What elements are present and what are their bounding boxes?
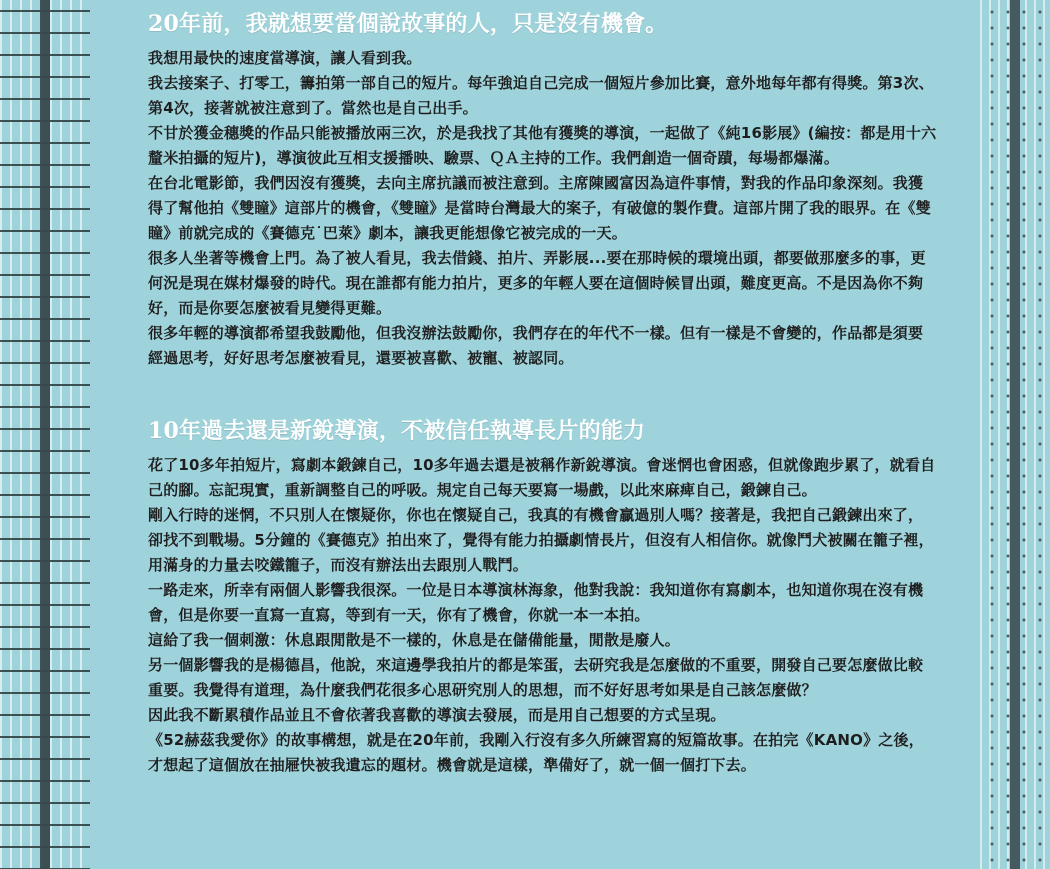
section-1-paragraph-1: 我想用最快的速度當導演，讓人看到我。: [148, 49, 422, 67]
section-2-paragraph-7: 《52赫茲我愛你》的故事構想，就是在20年前，我剛入行沒有多久所練習寫的短篇故事。在拍完《KANO》之後，才想起了這個放在抽屜快被我遺忘的題材。機會就是這樣，準備好了，就一個一個打下去。: [148, 731, 924, 774]
section-2-paragraph-1: 花了10多年拍短片，寫劇本鍛鍊自己，10多年過去還是被稱作新銳導演。會迷惘也會困惑，但就像跑步累了，就看自己的腳。忘記現實，重新調整自己的呼吸。規定自己每天要寫一場戲，以此來麻痺自己，鍛鍊自己。: [148, 456, 936, 499]
section-1-paragraph-2: 我去接案子、打零工，籌拍第一部自己的短片。每年強迫自己完成一個短片參加比賽，意外地每年都有得獎。第3次、第4次，接著就被注意到了。當然也是自己出手。: [148, 74, 934, 117]
left-decorative-film-edge: [0, 0, 90, 869]
section-1-paragraph-4: 在台北電影節，我們因沒有獲獎，去向主席抗議而被注意到。主席陳國富因為這件事情，對我的作品印象深刻。我獲得了幫他拍《雙瞳》這部片的機會，《雙瞳》是當時台灣最大的案子，有破億的製作費。這部片開了我的眼界。在《雙瞳》前就完成的《賽德克˙巴萊》劇本，讓我更能想像它被完成的一天。: [148, 174, 931, 242]
right-decorative-film-edge: [980, 0, 1050, 869]
section-2-paragraph-6: 因此我不斷累積作品並且不會依著我喜歡的導演去發展，而是用自己想要的方式呈現。: [148, 706, 726, 724]
section-2-paragraph-5: 另一個影響我的是楊德昌，他說，來這邊學我拍片的都是笨蛋，去研究我是怎麼做的不重要，開發自己要怎麼做比較重要。我覺得有道理，為什麼我們花很多心思研究別人的思想，而不好好思考如果是自己該怎麼做？: [148, 656, 924, 699]
section-1: [148, 10, 938, 371]
section-1-paragraph-6: 很多年輕的導演都希望我鼓勵他，但我沒辦法鼓勵你，我們存在的年代不一樣。但有一樣是不會變的，作品都是須要經過思考，好好思考怎麼被看見，還要被喜歡、被寵、被認同。: [148, 324, 924, 367]
article-content: [148, 10, 938, 778]
section-2-title: 10年過去還是新銳導演，不被信任執導長片的能力: [148, 418, 646, 444]
section-2-paragraph-2: 剛入行時的迷惘，不只別人在懷疑你，你也在懷疑自己，我真的有機會贏過別人嗎？接著是，我把自己鍛鍊出來了，卻找不到戰場。5分鐘的《賽德克》拍出來了，覺得有能力拍攝劇情長片，但沒有人相信你。就像鬥犬被關在籠子裡，用滿身的力量去咬鐵籠子，而沒有辦法出去跟別人戰鬥。: [148, 506, 934, 574]
section-2-paragraph-4: 這給了我一個刺激：休息跟閒散是不一樣的，休息是在儲備能量，閒散是廢人。: [148, 631, 681, 649]
section-1-title: 20年前，我就想要當個說故事的人，只是沒有機會。: [148, 11, 668, 37]
section-2-paragraph-3: 一路走來，所幸有兩個人影響我很深。一位是日本導演林海象，他對我說：我知道你有寫劇本，也知道你現在沒有機會，但是你要一直寫一直寫，等到有一天，你有了機會，你就一本一本拍。: [148, 581, 924, 624]
section-2: [148, 417, 938, 778]
section-1-paragraph-3: 不甘於獲金穗獎的作品只能被播放兩三次，於是我找了其他有獲獎的導演，一起做了《純16影展》(編按：都是用十六釐米拍攝的短片)，導演彼此互相支援播映、驗票、ＱＡ主持的工作。我們創造一個奇蹟，每場都爆滿。: [148, 124, 937, 167]
section-1-paragraph-5: 很多人坐著等機會上門。為了被人看見，我去借錢、拍片、弄影展...要在那時候的環境出頭，都要做那麼多的事，更何況是現在媒材爆發的時代。現在誰都有能力拍片，更多的年輕人要在這個時候冒出頭，難度更高。不是因為你不夠好，而是你要怎麼被看見變得更難。: [148, 249, 926, 317]
